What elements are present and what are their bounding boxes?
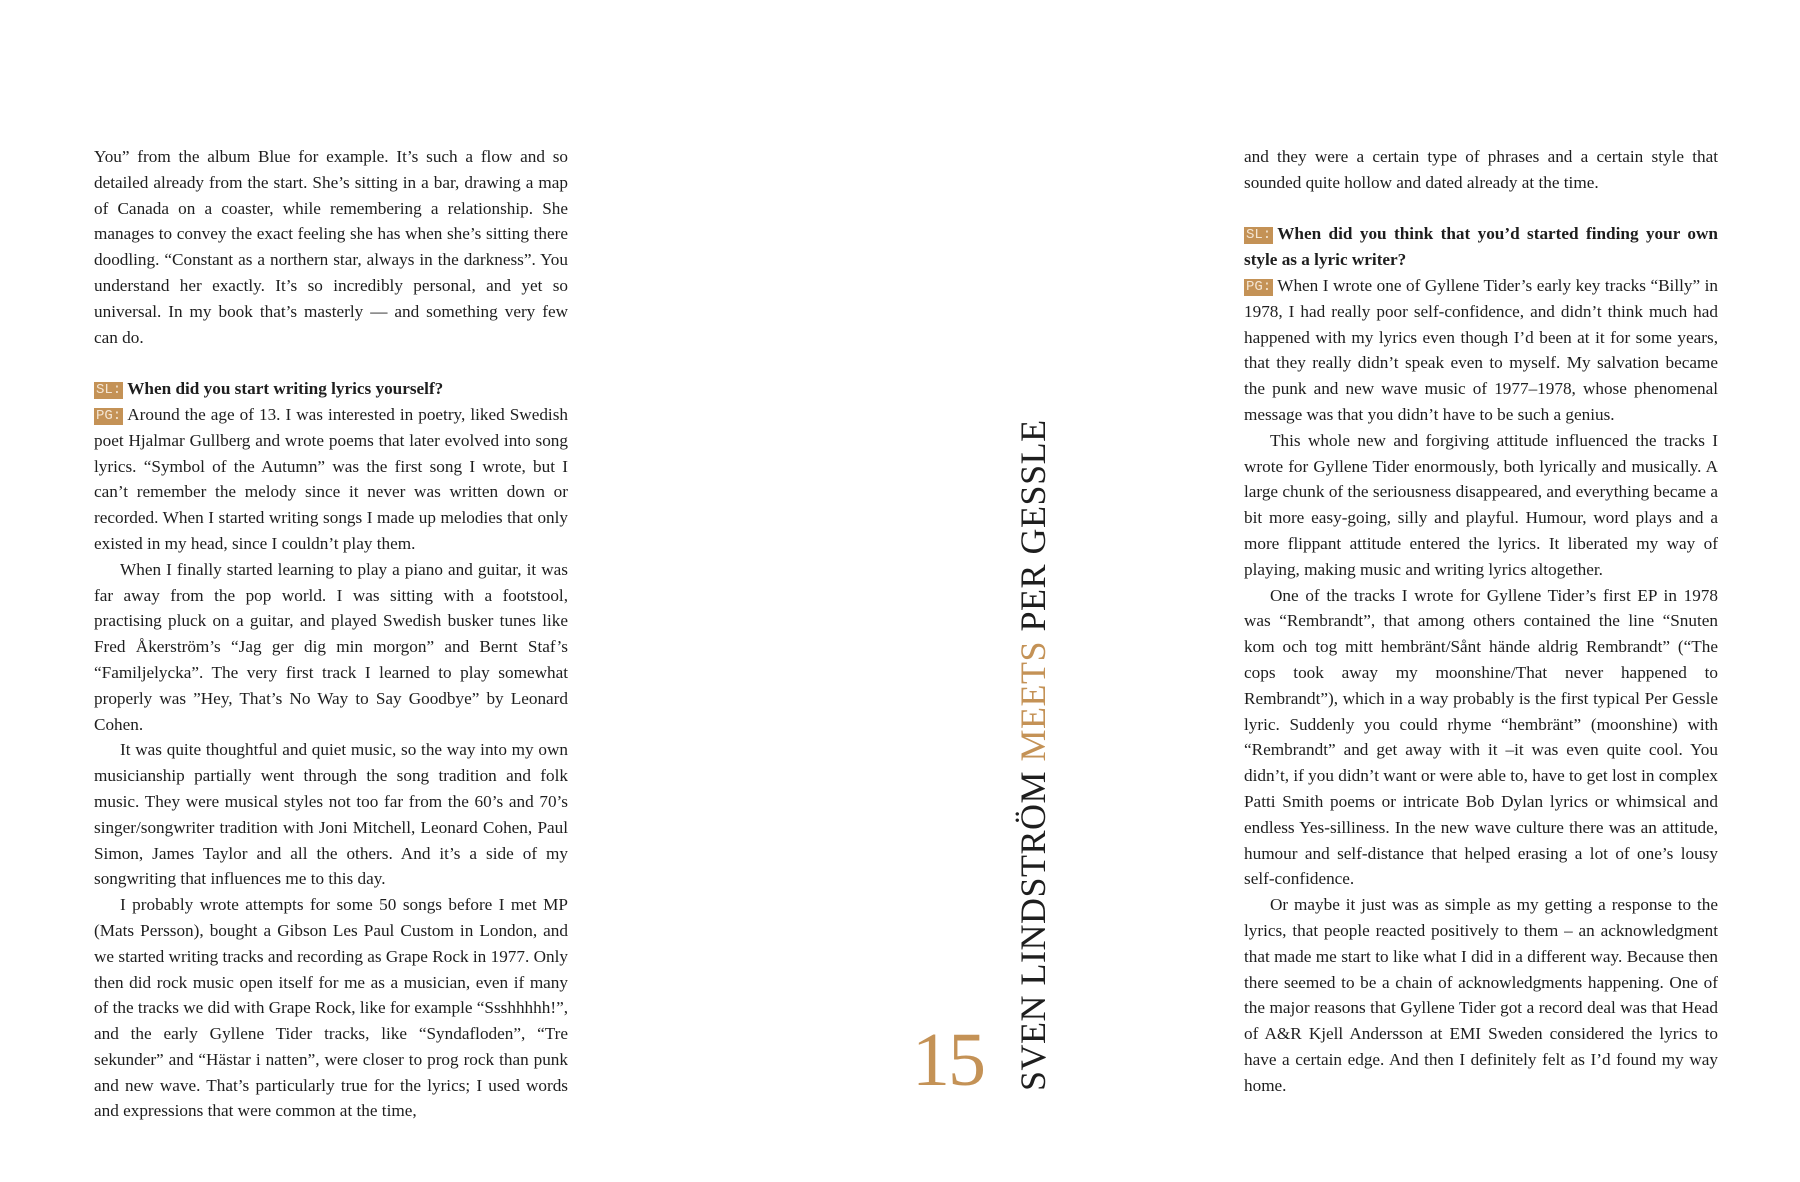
paragraph: One of the tracks I wrote for Gyllene Tider’s first EP in 1978 was “Rembrandt”, that among others contained the line “Snuten kom och tog mitt hembränt/Sånt hände aldrig Rembrandt” (“The cops took away my moonshine/That never happened to Rembrandt”), which in a way probably is the first typical Per Gessle lyric. Suddenly you could rhyme “hembränt” (moonshine) with “Rembrandt” and get away with it –it was even quite cool. You didn’t, if you didn’t want or were able to, have to get lost in complex Patti Smith poems or intricate Bob Dylan lyrics or whimsical and endless Yes-silliness. In the new wave culture there was an attitude, humour and self-distance that helped erasing a lot of one’s lousy self-confidence. bbox=[1244, 585, 1718, 889]
speaker-tag-pg: PG: bbox=[1246, 278, 1272, 295]
speaker-tag-sl: SL: bbox=[1246, 227, 1272, 244]
answer-text: When I wrote one of Gyllene Tider’s early key tracks “Billy” in 1978, I had really poor self-confidence, and didn’t think much had happened with my lyrics even though I’d been at it for some years, that they really didn’t speak even to myself. My salvation became the punk and new wave music of 1977–1978, whose phenomenal message was that you didn’t have to be such a genius. bbox=[1244, 275, 1718, 424]
paragraph: Or maybe it just was as simple as my getting a response to the lyrics, that people reacted positively to them – an acknowledgment that made me start to like what I did in a different way. Because then there seemed to be a chain of acknowledgments happening. One of the major reasons that Gyllene Tider got a record deal was that Head of A&R Kjell Andersson at EMI Sweden considered the lyrics to have a certain edge. And then I definitely felt as I’d found my way home. bbox=[1244, 895, 1718, 1095]
answer bbox=[1244, 273, 1718, 428]
spine-name-per: PER GESSLE bbox=[1013, 419, 1053, 632]
paragraph: I probably wrote attempts for some 50 songs before I met MP (Mats Persson), bought a Gibson Les Paul Custom in London, and we started writing tracks and recording as Grape Rock in 1977. Only then did rock music open itself for me as a musician, even if many of the tracks we did with Grape Rock, like for example “Ssshhhhh!”, and the early Gyllene Tider tracks, like “Syndafloden”, “Tre sekunder” and “Hästar i natten”, were closer to prog rock than punk and new wave. That’s particularly true for the lyrics; I used words and expressions that were common at the time, bbox=[94, 895, 568, 1121]
spine-title bbox=[1015, 419, 1051, 1091]
speaker-tag-sl: SL: bbox=[96, 382, 122, 399]
paragraph: and they were a certain type of phrases and a certain style that sounded quite hollow and dated already at the time. bbox=[1244, 147, 1718, 192]
question-text: When did you think that you’d started finding your own style as a lyric writer? bbox=[1244, 224, 1718, 270]
question bbox=[94, 376, 568, 402]
page-number: 15 bbox=[912, 1018, 984, 1102]
answer bbox=[94, 402, 568, 557]
paragraph: This whole new and forgiving attitude influenced the tracks I wrote for Gyllene Tider enormously, both lyrically and musically. A large chunk of the seriousness disappeared, and everything became a bit more easy-going, silly and playful. Humour, word plays and a more flippant attitude entered the lyrics. It liberated my way of playing, making music and writing lyrics altogether. bbox=[1244, 430, 1718, 579]
question-text: When did you start writing lyrics yourself? bbox=[127, 379, 444, 399]
left-text-column bbox=[94, 144, 568, 1124]
question bbox=[1244, 221, 1718, 273]
answer-text: Around the age of 13. I was interested in poetry, liked Swedish poet Hjalmar Gullberg and wrote poems that later evolved into song lyrics. “Symbol of the Autumn” was the first song I wrote, but I can’t remember the melody since it never was written down or recorded. When I started writing songs I made up melodies that only existed in my head, since I couldn’t play them. bbox=[94, 404, 568, 553]
paragraph: You” from the album Blue for example. It’s such a flow and so detailed already from the start. She’s sitting in a bar, drawing a map of Canada on a coaster, while remembering a relationship. She manages to convey the exact feeling she has when she’s sitting there doodling. “Constant as a northern star, always in the darkness”. You understand her exactly. It’s so incredibly personal, and yet so universal. In my book that’s masterly — and something very few can do. bbox=[94, 147, 568, 347]
paragraph: It was quite thoughtful and quiet music, so the way into my own musicianship partially went through the song tradition and folk music. They were musical styles not too far from the 60’s and 70’s singer/songwriter tradition with Joni Mitchell, Leonard Cohen, Paul Simon, James Taylor and all the others. And it’s a side of my songwriting that influences me to this day. bbox=[94, 740, 568, 889]
paragraph: When I finally started learning to play a piano and guitar, it was far away from the pop world. I was sitting with a footstool, practising pluck on a guitar, and played Swedish busker tunes like Fred Åkerström’s “Jag ger dig min morgon” and Bernt Staf’s “Familjelycka”. The very first track I learned to play somewhat properly was ”Hey, That’s No Way to Say Goodbye” by Leonard Cohen. bbox=[94, 559, 568, 734]
spine-connector: MEETS bbox=[1013, 640, 1053, 762]
speaker-tag-pg: PG: bbox=[96, 407, 122, 424]
right-text-column bbox=[1244, 144, 1718, 1098]
spine-name-sven: SVEN LINDSTRÖM bbox=[1013, 770, 1053, 1091]
